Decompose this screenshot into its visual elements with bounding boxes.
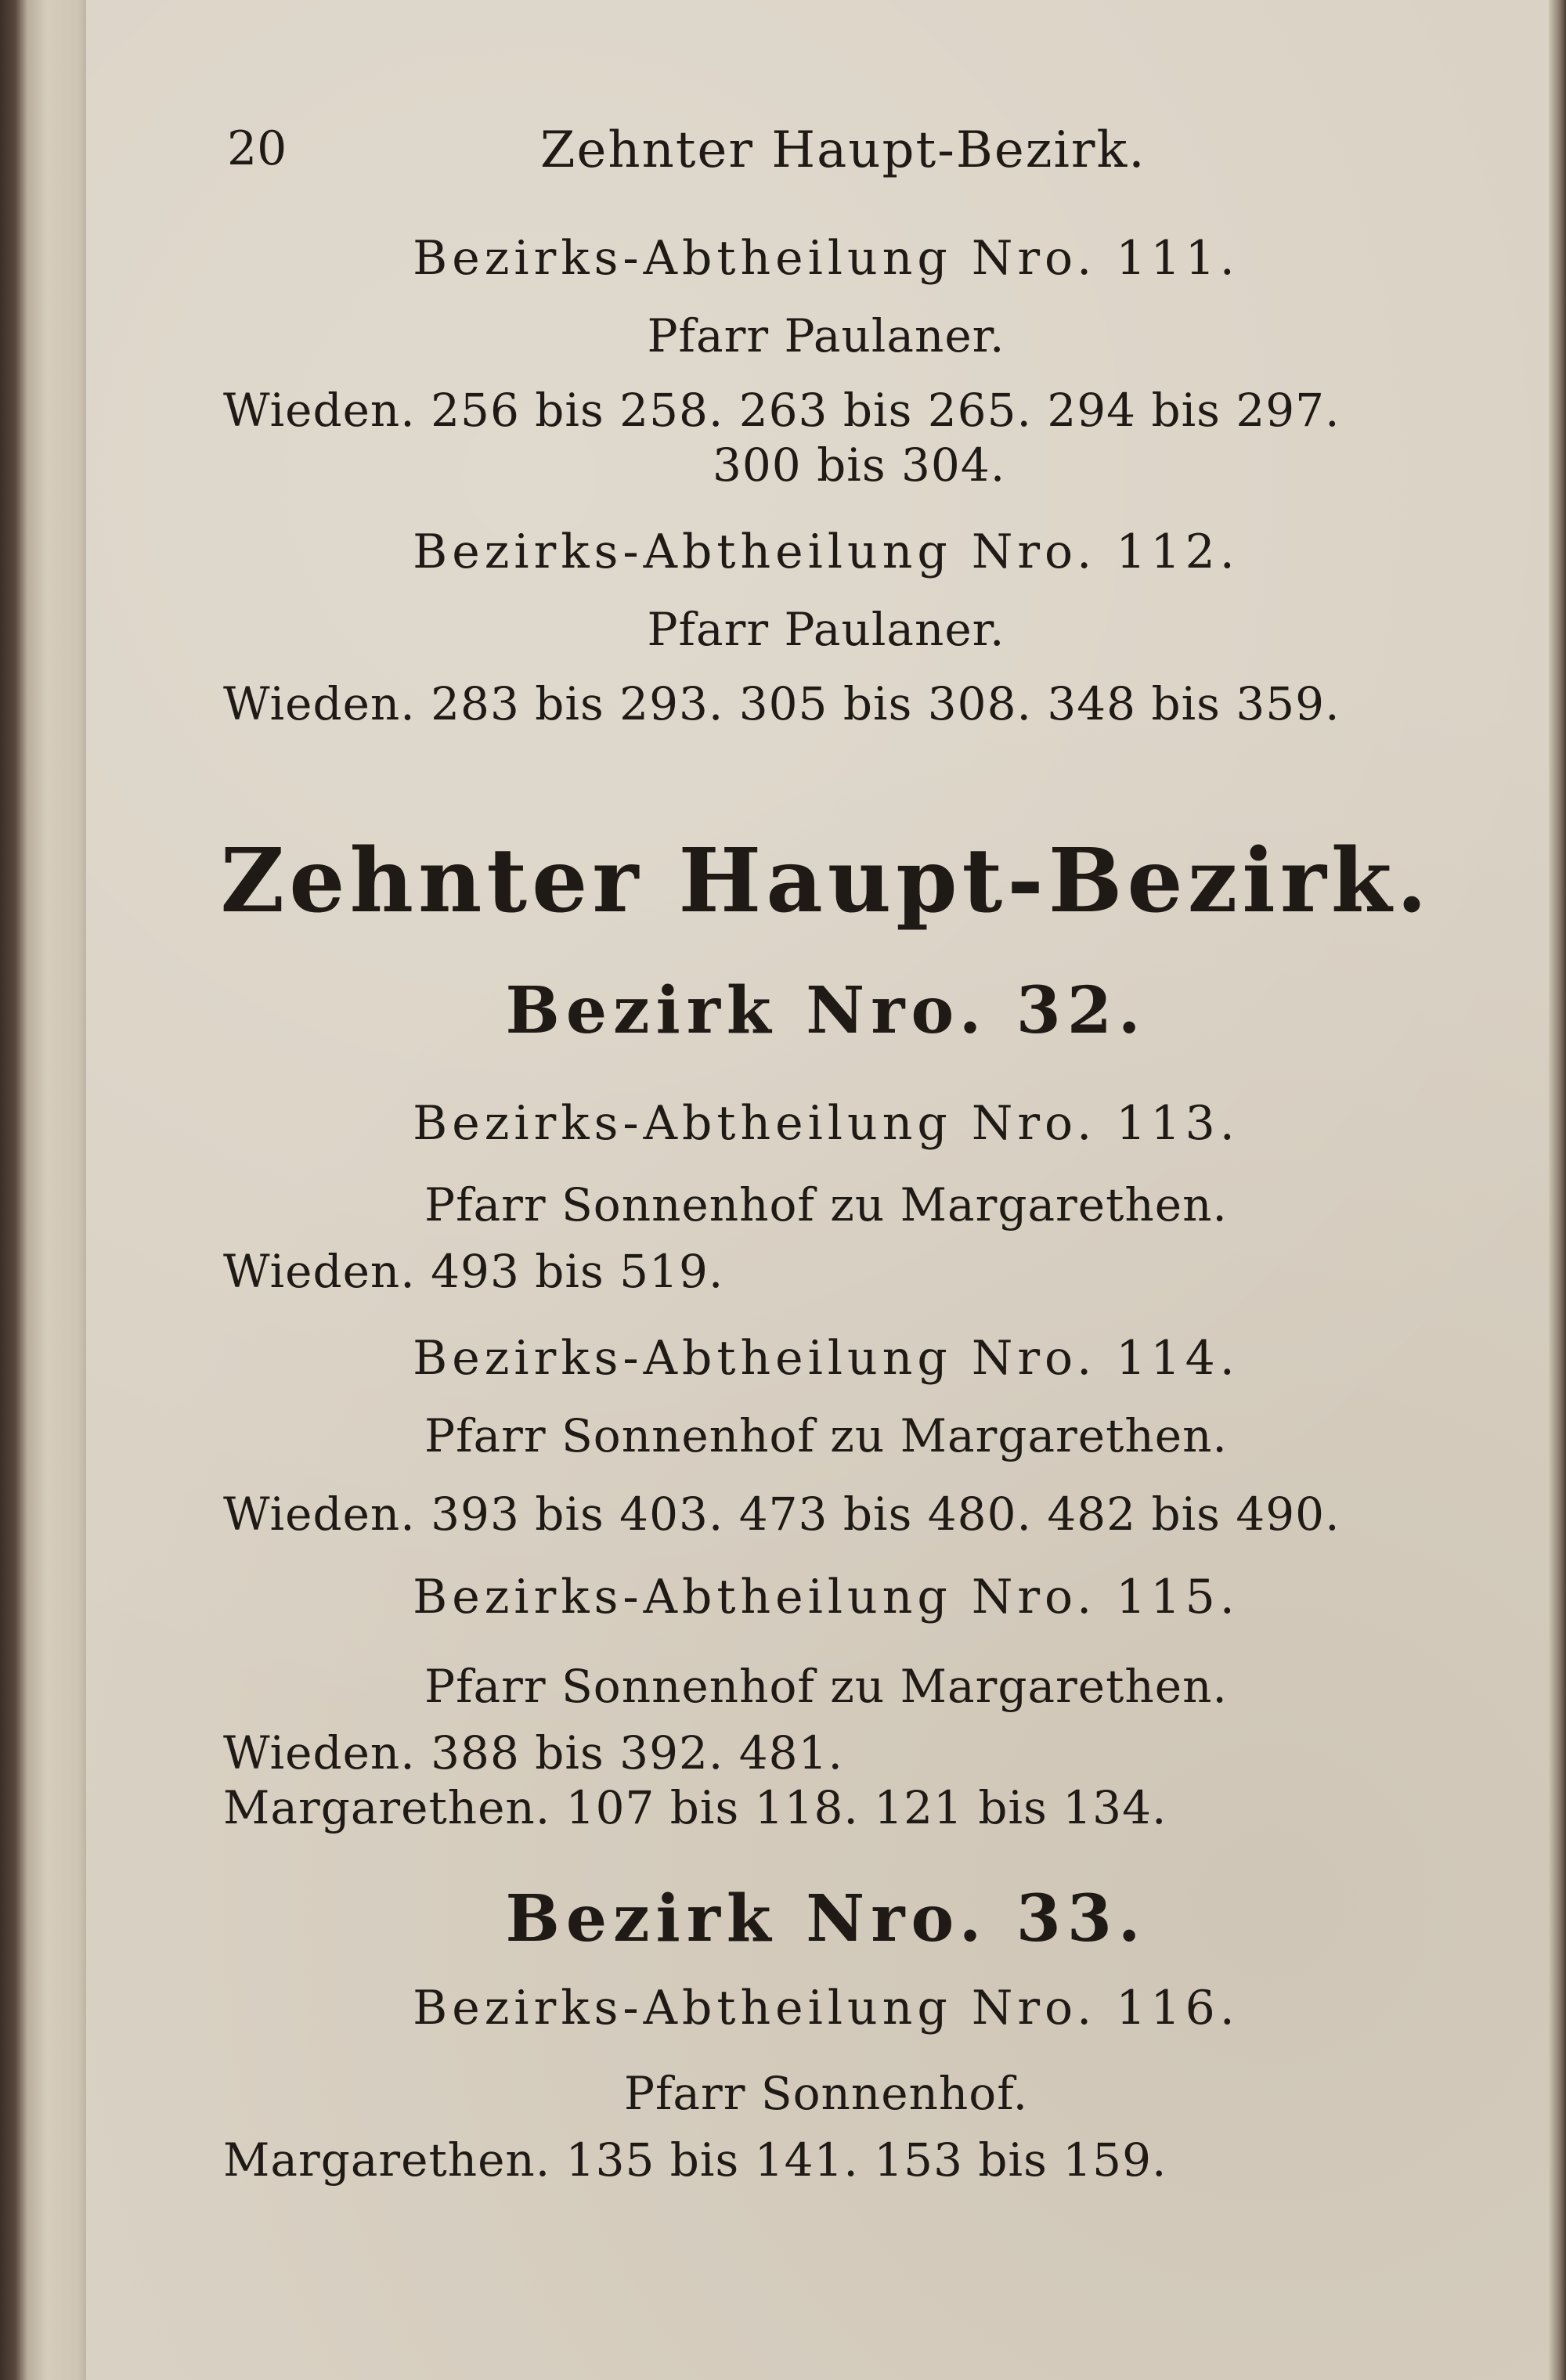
page-number: 20	[227, 121, 287, 176]
address-line-113-1: Wieden. 493 bis 519.	[223, 1245, 724, 1298]
section-heading-115: Bezirks-Abtheilung Nro. 115.	[413, 1570, 1239, 1625]
address-line-112-1: Wieden. 283 bis 293. 305 bis 308. 348 bis 359.	[223, 677, 1340, 730]
book-page	[86, 0, 1566, 2380]
parish-116: Pfarr Sonnenhof.	[623, 2067, 1029, 2120]
parish-115: Pfarr Sonnenhof zu Margarethen.	[424, 1660, 1228, 1713]
address-line-114-1: Wieden. 393 bis 403. 473 bis 480. 482 bis 490.	[223, 1488, 1340, 1541]
address-line-116-1: Margarethen. 135 bis 141. 153 bis 159.	[223, 2133, 1167, 2187]
page-right-edge	[1549, 0, 1566, 2380]
section-heading-113: Bezirks-Abtheilung Nro. 113.	[413, 1096, 1239, 1151]
main-heading: Zehnter Haupt-Bezirk.	[220, 830, 1432, 932]
running-head	[86, 121, 1566, 188]
section-heading-112: Bezirks-Abtheilung Nro. 112.	[413, 525, 1239, 579]
address-line-115-2: Margarethen. 107 bis 118. 121 bis 134.	[223, 1781, 1167, 1834]
parish-112: Pfarr Paulaner.	[647, 603, 1005, 656]
section-heading-111: Bezirks-Abtheilung Nro. 111.	[413, 231, 1239, 286]
address-line-111-2: 300 bis 304.	[713, 438, 1006, 492]
running-title: Zehnter Haupt-Bezirk.	[540, 121, 1146, 179]
section-heading-116: Bezirks-Abtheilung Nro. 116.	[413, 1981, 1239, 2036]
book-spine-edge	[0, 0, 86, 2380]
section-heading-114: Bezirks-Abtheilung Nro. 114.	[413, 1331, 1239, 1386]
parish-114: Pfarr Sonnenhof zu Margarethen.	[424, 1409, 1228, 1462]
address-line-115-1: Wieden. 388 bis 392. 481.	[223, 1726, 843, 1780]
parish-111: Pfarr Paulaner.	[647, 309, 1005, 362]
address-line-111-1: Wieden. 256 bis 258. 263 bis 265. 294 bis 297.	[223, 384, 1340, 437]
bezirk-heading-32: Bezirk Nro. 32.	[505, 973, 1147, 1048]
bezirk-heading-33: Bezirk Nro. 33.	[505, 1881, 1147, 1956]
parish-113: Pfarr Sonnenhof zu Margarethen.	[424, 1178, 1228, 1231]
